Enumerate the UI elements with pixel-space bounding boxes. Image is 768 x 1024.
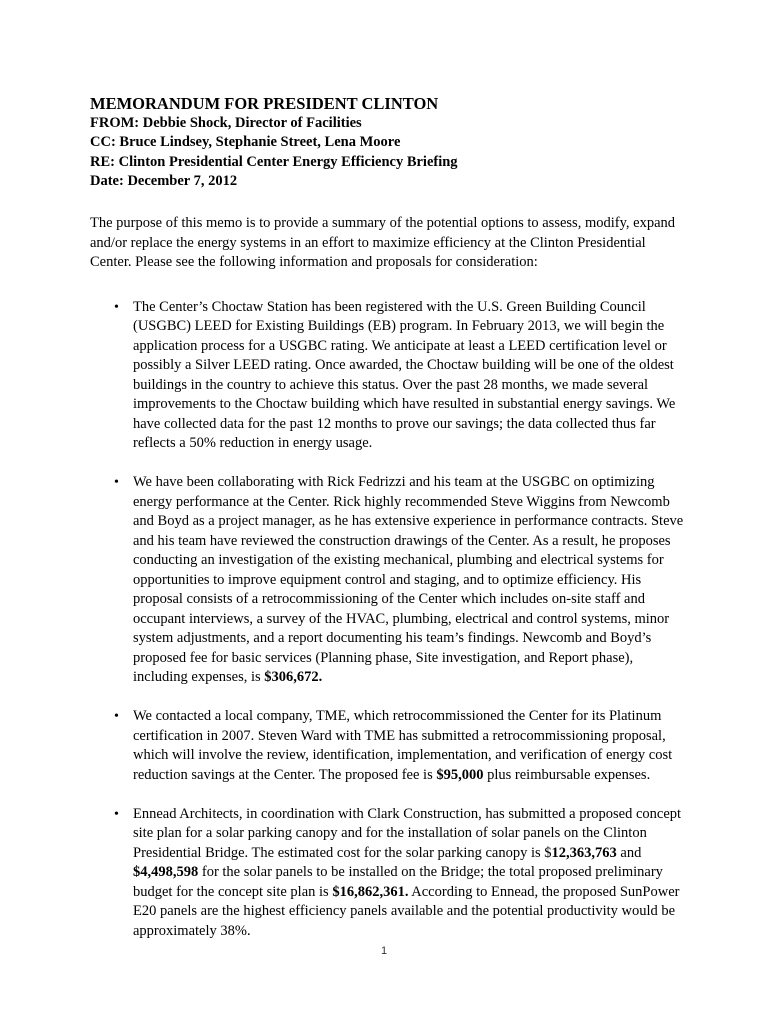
bullet-icon: •	[114, 806, 119, 822]
list-item-text: plus reimbursable expenses.	[483, 766, 651, 783]
list-item-text: We contacted a local company, TME, which retrocommissioned the Center for its Platinum certification in 2007. Steven Ward with TME has submitted a retrocommissioning proposal, which will involve the review, identification, implementation, and verification of energy cost reduction savings at the Center. The proposed fee is	[133, 708, 673, 783]
list-item-text: for the solar panels to be installed on the Bridge; the total proposed preliminary budget for the concept site plan is	[133, 864, 663, 900]
memo-cc: CC: Bruce Lindsey, Stephanie Street, Lena Moore	[90, 134, 401, 151]
memo-date: Date: December 7, 2012	[90, 172, 238, 189]
fee-amount: $95,000	[436, 766, 484, 783]
memo-page	[90, 93, 690, 941]
page-number: 1	[380, 945, 388, 957]
list-item-text: We have been collaborating with Rick Fedrizzi and his team at the USGBC on optimizing energy performance at the Center. Rick highly recommended Steve Wiggins from Newcomb and Boyd as a project manager, as he has extensive experience in performance contracts. Steve and his team have reviewed the construction drawings of the Center. As a result, he proposes conducting an investigation of the existing mechanical, plumbing and electrical systems for opportunities to improve equipment control and staging, and to optimize efficiency. His proposal consists of a retrocommissioning of the Center which includes on-site staff and occupant interviews, a survey of the HVAC, plumbing, electrical and control systems, minor system adjustments, and a report documenting his team’s findings. Newcomb and Boyd’s proposed fee for basic services (Planning phase, Site investigation, and Report phase), including expenses, is	[133, 474, 684, 686]
memo-title: MEMORANDUM FOR PRESIDENT CLINTON	[90, 94, 439, 113]
bullet-icon: •	[114, 475, 119, 491]
memo-header	[90, 93, 690, 191]
list-item-ennead	[90, 805, 690, 942]
bridge-cost-amount: $4,498,598	[133, 864, 199, 881]
intro-paragraph: The purpose of this memo is to provide a summary of the potential options to assess, modify, expand and/or replace the energy systems in an effort to maximize efficiency at the Clinton Presidential Center. Please see the following information and proposals for consideration:	[90, 215, 676, 271]
list-item-text: and	[616, 844, 642, 861]
memo-re: RE: Clinton Presidential Center Energy Efficiency Briefing	[90, 153, 458, 170]
list-item-tme	[90, 707, 690, 785]
list-item-text: The Center’s Choctaw Station has been registered with the U.S. Green Building Council (USGBC) LEED for Existing Buildings (EB) program. In February 2013, we will begin the application process for a USGBC rating. We anticipate at least a LEED certification level or possibly a Silver LEED rating. Once awarded, the Choctaw building will be one of the oldest buildings in the country to achieve this status. Over the past 28 months, we made several improvements to the Choctaw building which have resulted in substantial energy savings. We have collected data for the past 12 months to prove our savings; the data collected thus far reflects a 50% reduction in energy usage.	[133, 298, 676, 452]
proposal-list	[90, 298, 690, 942]
list-item-text: According to Ennead, the proposed SunPower E20 panels are the highest efficiency panels available and the potential productivity would be approximately 38%.	[133, 883, 680, 939]
memo-from: FROM: Debbie Shock, Director of Facilities	[90, 115, 362, 131]
bullet-icon: •	[114, 709, 119, 725]
fee-amount: $306,672.	[264, 669, 323, 686]
list-item-newcomb-boyd	[90, 473, 690, 688]
list-item-text: Ennead Architects, in coordination with Clark Construction, has submitted a proposed concept site plan for a solar parking canopy and for the installation of solar panels on the Clinton Presidential Bridge. The estimated cost for the solar parking canopy is $	[133, 805, 682, 861]
total-budget-amount: $16,862,361.	[332, 883, 409, 900]
bullet-icon: •	[114, 299, 119, 315]
canopy-cost-amount: 12,363,763	[551, 844, 617, 861]
list-item-leed	[90, 298, 690, 454]
